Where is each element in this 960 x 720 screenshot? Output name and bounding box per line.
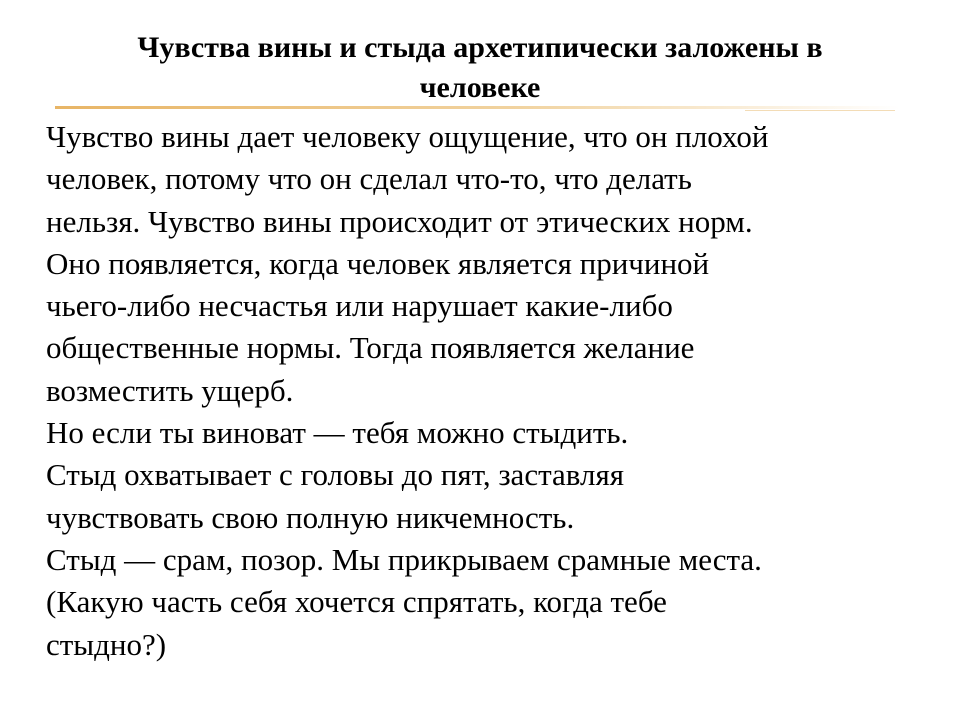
- body-line-1: Чувство вины дает человеку ощущение, что он плохой: [46, 119, 769, 154]
- body-line-7: возместить ущерб.: [46, 372, 294, 408]
- body-line-3: нельзя. Чувство вины происходит от этических норм.: [46, 203, 753, 239]
- body-line-9: Стыд охватывает с головы до пят, заставляя: [46, 457, 624, 493]
- body-line-6: общественные нормы. Тогда появляется желание: [46, 330, 695, 366]
- body-line-4: Оно появляется, когда человек является причиной: [46, 245, 710, 281]
- body-line-10: чувствовать свою полную никчемность.: [46, 499, 575, 535]
- slide-title-line-1: Чувства вины и стыда архетипически заложены в: [137, 31, 823, 64]
- body-line-8: Но если ты виноват — тебя можно стыдить.: [46, 415, 629, 451]
- title-divider-tail: [745, 110, 895, 111]
- body-line-13: стыдно?): [46, 626, 167, 662]
- body-line-5: чьего-либо несчастья или нарушает какие-либо: [46, 288, 673, 324]
- body-line-2: человек, потому что он сделал что-то, что делать: [46, 161, 692, 197]
- title-divider: [55, 106, 900, 109]
- slide-title-line-2: человеке: [419, 71, 541, 104]
- slide-body: [46, 116, 936, 666]
- body-line-11: Стыд — срам, позор. Мы прикрываем срамные места.: [46, 541, 762, 577]
- slide-title: [40, 28, 920, 108]
- body-line-12: (Какую часть себя хочется спрятать, когда тебе: [46, 584, 667, 620]
